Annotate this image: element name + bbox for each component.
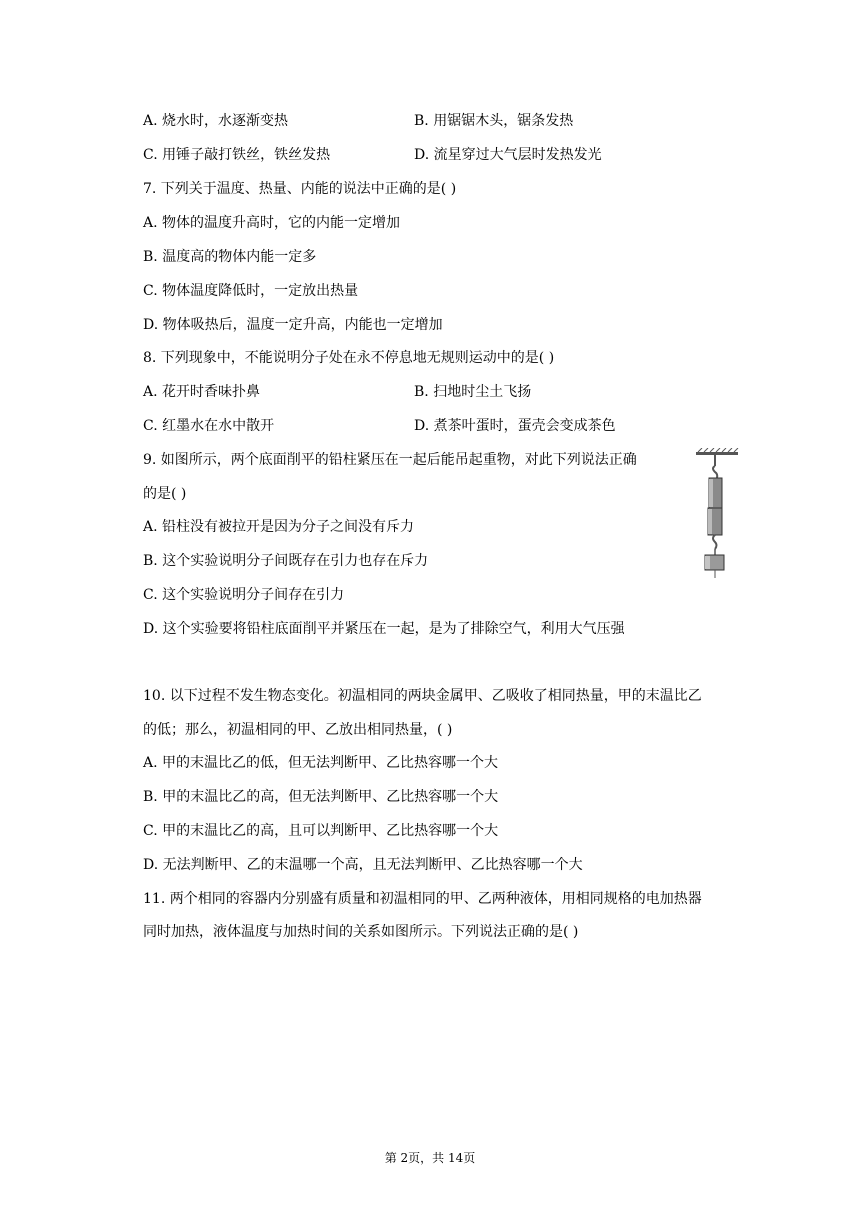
q6-option-b: B. 用锯锯木头，锯条发热	[414, 113, 574, 129]
q7-option-d: D. 物体吸热后，温度一定升高，内能也一定增加	[143, 317, 443, 333]
q11-stem-line2: 同时加热，液体温度与加热时间的关系如图所示。下列说法正确的是( )	[143, 924, 579, 940]
q10-stem-line2: 的低；那么，初温相同的甲、乙放出相同热量，( )	[143, 722, 453, 738]
q6-option-c: C. 用锤子敲打铁丝，铁丝发热	[143, 147, 331, 163]
q10-option-b: B. 甲的末温比乙的高，但无法判断甲、乙比热容哪一个大	[143, 789, 499, 805]
lead-cylinders-figure	[694, 448, 740, 588]
q7-stem: 7. 下列关于温度、热量、内能的说法中正确的是( )	[143, 181, 457, 197]
q9-option-a: A. 铅柱没有被拉开是因为分子之间没有斥力	[143, 519, 415, 535]
q7-option-a: A. 物体的温度升高时，它的内能一定增加	[143, 215, 401, 231]
upper-cylinder-highlight	[709, 479, 713, 507]
hook-bottom	[713, 535, 717, 555]
page-number: 第 2页，共 14页	[384, 1151, 476, 1165]
q9-option-b: B. 这个实验说明分子间既存在引力也存在斥力	[143, 553, 429, 569]
q8-stem: 8. 下列现象中，不能说明分子处在永不停息地无规则运动中的是( )	[143, 350, 555, 366]
q8-option-d: D. 煮茶叶蛋时，蛋壳会变成茶色	[414, 418, 616, 434]
ceiling-support	[696, 448, 738, 455]
q9-stem-line1: 9. 如图所示，两个底面削平的铅柱紧压在一起后能吊起重物，对此下列说法正确	[143, 452, 637, 468]
q11-stem-line1: 11. 两个相同的容器内分别盛有质量和初温相同的甲、乙两种液体，用相同规格的电加热器	[143, 891, 702, 907]
hook-top	[713, 455, 717, 478]
q6-option-a: A. 烧水时，水逐渐变热	[143, 113, 289, 129]
q10-option-a: A. 甲的末温比乙的低，但无法判断甲、乙比热容哪一个大	[143, 755, 499, 771]
q9-stem-line2: 的是( )	[143, 486, 187, 502]
lower-cylinder-highlight	[708, 509, 712, 534]
q8-option-b: B. 扫地时尘土飞扬	[414, 384, 532, 400]
q6-option-d: D. 流星穿过大气层时发热发光	[414, 147, 602, 163]
q7-option-b: B. 温度高的物体内能一定多	[143, 249, 317, 265]
q7-option-c: C. 物体温度降低时，一定放出热量	[143, 283, 359, 299]
q10-option-c: C. 甲的末温比乙的高，且可以判断甲、乙比热容哪一个大	[143, 823, 499, 839]
q9-option-d: D. 这个实验要将铅柱底面削平并紧压在一起，是为了排除空气，利用大气压强	[143, 621, 625, 637]
q10-stem-line1: 10. 以下过程不发生物态变化。初温相同的两块金属甲、乙吸收了相同热量，甲的末温比乙	[143, 688, 702, 704]
weight-highlight	[705, 556, 710, 569]
q9-option-c: C. 这个实验说明分子间存在引力	[143, 587, 345, 603]
q8-option-c: C. 红墨水在水中散开	[143, 418, 275, 434]
q10-option-d: D. 无法判断甲、乙的末温哪一个高，且无法判断甲、乙比热容哪一个大	[143, 857, 583, 873]
q8-option-a: A. 花开时香味扑鼻	[143, 384, 261, 400]
